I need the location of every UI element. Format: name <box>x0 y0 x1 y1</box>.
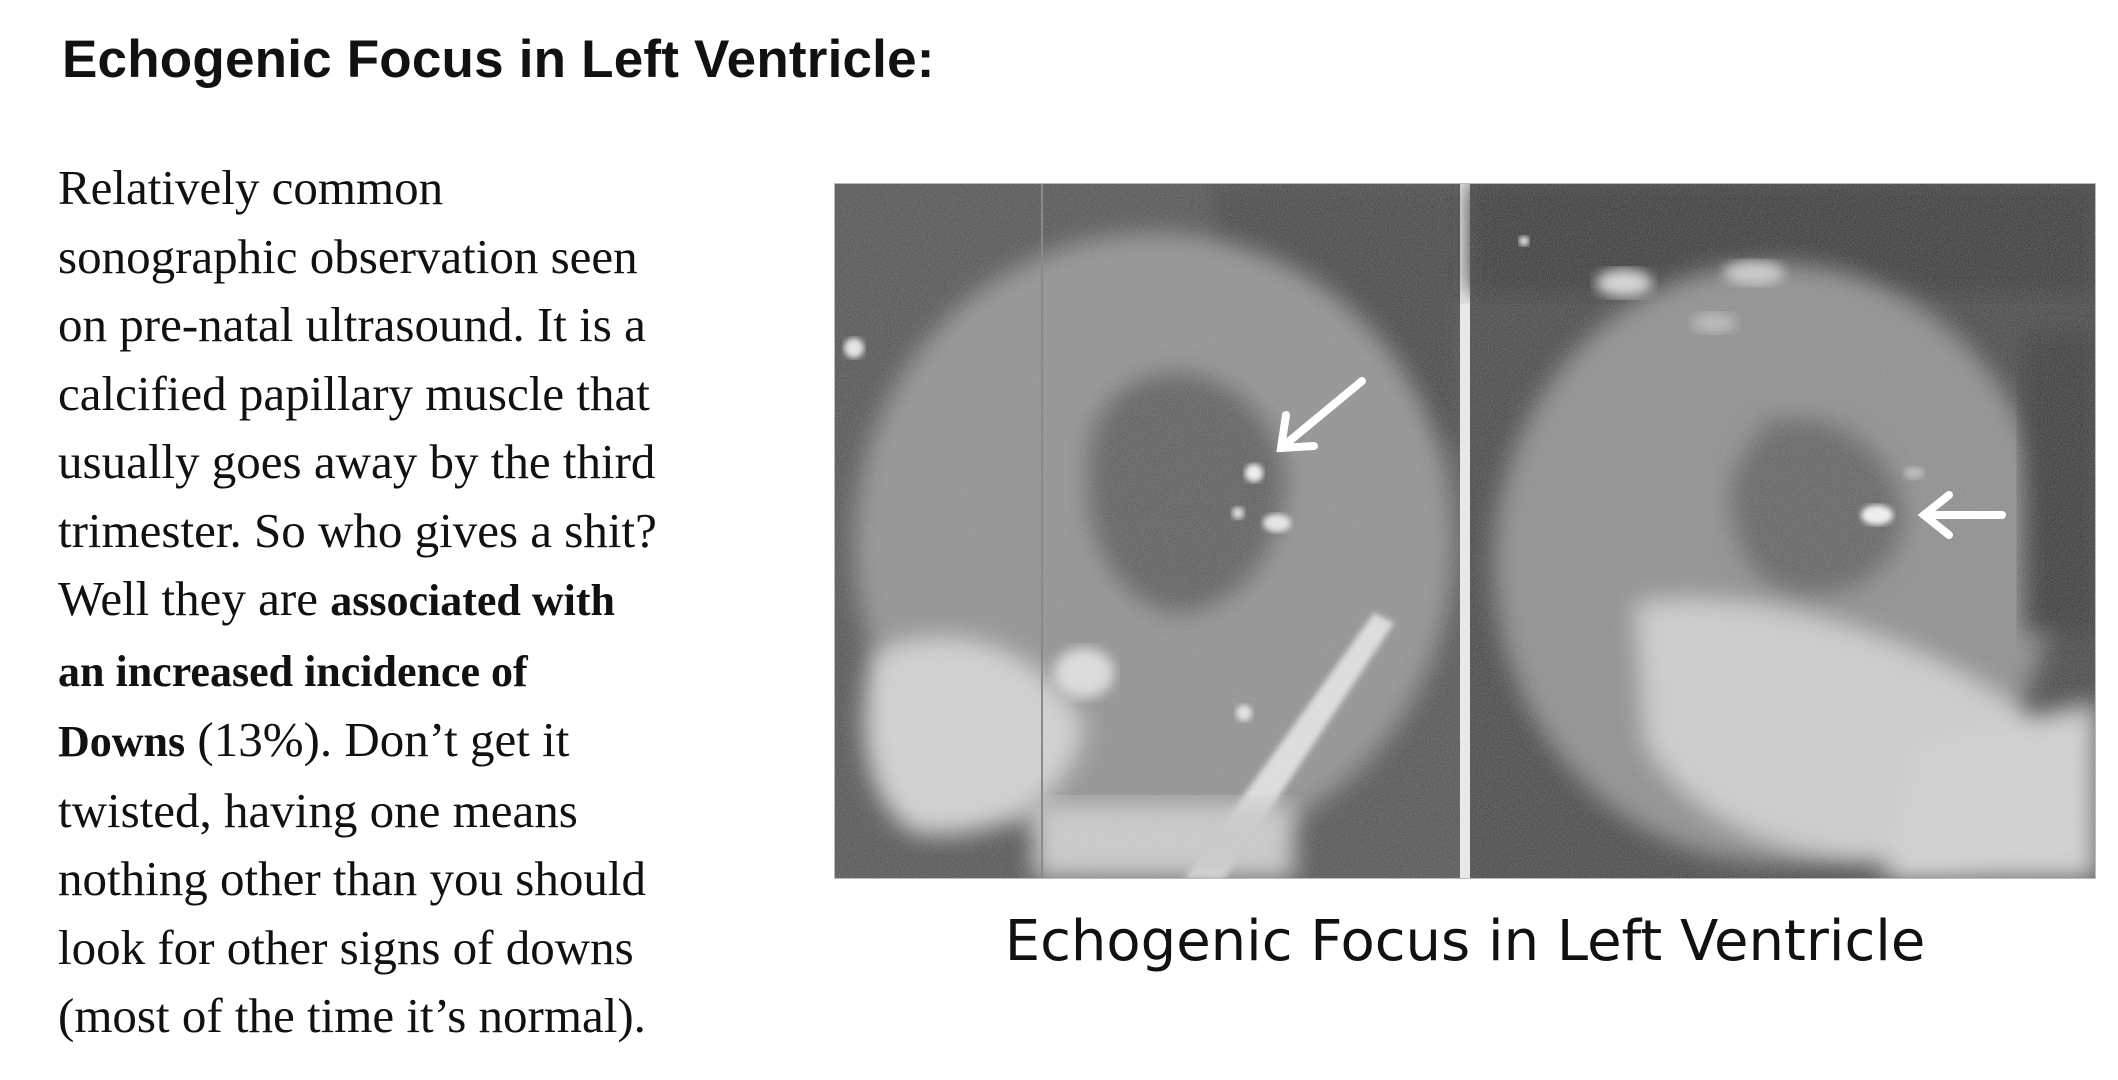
body-line: twisted, having one means <box>58 782 578 838</box>
figure-caption: Echogenic Focus in Left Ventricle <box>1004 909 1926 974</box>
body-line <box>58 706 798 777</box>
body-line: nothing other than you should <box>58 851 646 906</box>
body-bold-run: Downs <box>58 717 186 766</box>
body-line: trimester. So who gives a shit? <box>58 502 657 558</box>
ultrasound-figure <box>834 183 2096 879</box>
body-line: sonographic observation seen <box>58 228 638 284</box>
body-line: look for other signs of downs <box>58 919 634 975</box>
body-text-run: (13%). Don’t get it <box>185 712 570 767</box>
ultrasound-panel-left <box>834 183 1460 879</box>
page-heading: Echogenic Focus in Left Ventricle: <box>62 30 935 89</box>
panel-divider <box>1460 183 1470 879</box>
body-line: (most of the time it’s normal). <box>58 988 646 1043</box>
body-bold-run: associated with <box>330 576 616 625</box>
body-line <box>58 565 798 636</box>
body-text-run: Well they are <box>58 571 331 626</box>
body-paragraph <box>58 154 798 1051</box>
body-line: Relatively common <box>58 160 444 215</box>
ultrasound-panel-right <box>1470 183 2096 879</box>
body-bold-run: an increased incidence of <box>58 646 528 696</box>
body-line: usually goes away by the third <box>58 434 656 489</box>
ultrasound-image <box>834 183 2096 879</box>
body-line: calcified papillary muscle that <box>58 365 650 421</box>
body-line: on pre-natal ultrasound. It is a <box>58 297 646 352</box>
body-line <box>58 636 798 707</box>
